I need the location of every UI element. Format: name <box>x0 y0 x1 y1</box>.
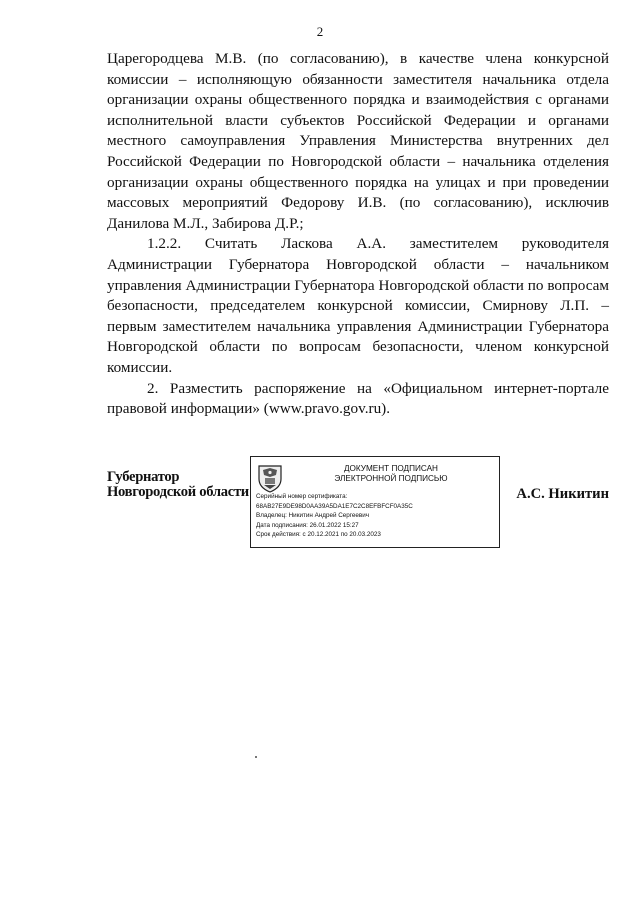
document-body <box>107 49 609 420</box>
stamp-details <box>256 492 496 540</box>
paragraph-continuation: Царегородцева М.В. (по согласованию), в качестве члена конкурсной комиссии – исполняющую обязанности заместителя начальника отдела организации охраны общественного порядка и взаимодействия с органами исполнительной власти субъектов Российской Федерации и органами местного самоуправления Управления Министерства внутренних дел Российской Федерации по Новгородской области – начальника отделения организации охраны общественного порядка на улицах и при проведении массовых мероприятий Федорову И.В. (по согласованию), исключив Данилова М.Л., Забирова Д.Р.; <box>107 50 609 232</box>
signer-title <box>107 470 249 500</box>
signer-name: А.С. Никитин <box>516 486 609 502</box>
certificate-serial-label: Серийный номер сертификата: <box>256 493 348 500</box>
paragraph-2: 2. Разместить распоряжение на «Официальном интернет-портале правовой информации» (www.pravo.gov.ru). <box>107 379 609 418</box>
stamp-heading <box>291 464 491 484</box>
scan-speck <box>255 756 257 758</box>
coat-of-arms-icon <box>256 463 284 493</box>
signing-date: Дата подписания: 26.01.2022 15:27 <box>256 521 359 529</box>
signer-title-line-1: Губернатор <box>107 469 180 485</box>
page-number: 2 <box>316 24 324 39</box>
certificate-owner: Владелец: Никитин Андрей Сергеевич <box>256 512 370 520</box>
signature-block <box>107 456 609 552</box>
electronic-signature-stamp <box>250 456 500 548</box>
stamp-heading-line-1: ДОКУМЕНТ ПОДПИСАН <box>344 464 438 473</box>
stamp-heading-line-2: ЭЛЕКТРОННОЙ ПОДПИСЬЮ <box>334 474 448 483</box>
certificate-validity: Срок действия: с 20.12.2021 по 20.03.2023 <box>256 531 381 539</box>
paragraph-1-2-2: 1.2.2. Считать Ласкова А.А. заместителем руководителя Администрации Губернатора Новгородской области – начальником управления Администрации Губернатора Новгородской области по вопросам безопасности, председателем конкурсной комиссии, Смирнову Л.П. – первым заместителем начальника управления Администрации Губернатора Новгородской области по вопросам безопасности, членом конкурсной комиссии. <box>107 235 609 376</box>
certificate-serial-value: 68AB27E9DE98D0AA39A5DA1E7C2C8EFBFCF0A35C <box>256 502 413 510</box>
signer-title-line-2: Новгородской области <box>107 484 249 500</box>
